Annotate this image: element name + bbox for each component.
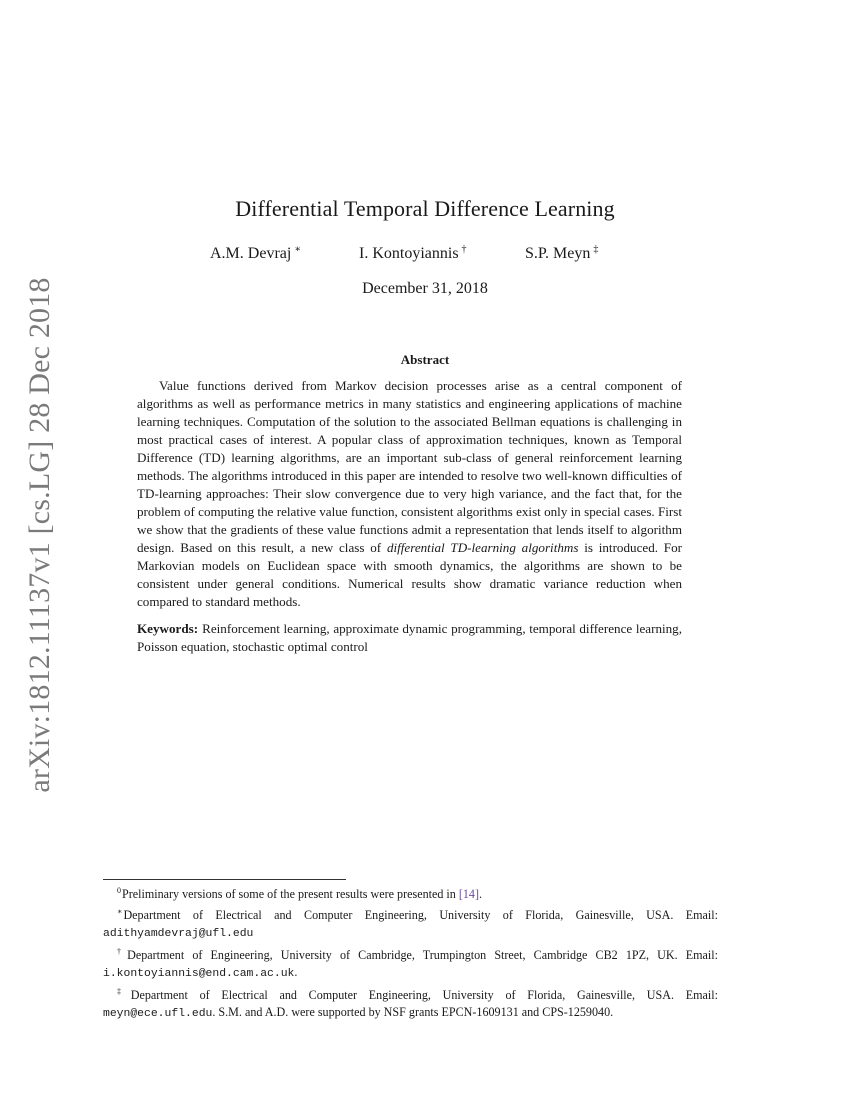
footnote-end: . [479, 887, 483, 901]
paper-title: Differential Temporal Difference Learning [235, 196, 615, 221]
keywords-label: Keywords: [137, 621, 199, 636]
keywords-paragraph [137, 620, 682, 656]
author-kontoyiannis [359, 244, 467, 263]
citation-link[interactable]: [14] [458, 887, 480, 901]
author-name: S.P. Meyn [525, 245, 591, 262]
footnote-rule [103, 879, 346, 880]
email-kontoyiannis: i.kontoyiannis@end.cam.ac.uk [103, 968, 295, 980]
footnote-preliminary [103, 882, 718, 903]
abstract-text-part: is introduced. For Markovian models on Euclidean space with smooth dynamics, the algorithms are shown to be consistent under general conditions. Numerical results show dramatic variance reduction when compared to standard methods. [137, 540, 682, 609]
footnote-end: . [294, 965, 298, 979]
email-meyn: meyn@ece.ufl.edu [103, 1008, 213, 1020]
author-footnote-mark: † [461, 244, 467, 255]
author-footnote-mark: ∗ [294, 244, 302, 255]
footnote-kontoyiannis [103, 943, 718, 983]
author-meyn [525, 244, 598, 263]
footnote-mark: † [117, 947, 127, 956]
author-name: I. Kontoyiannis [359, 245, 459, 262]
footnote-devraj [103, 903, 718, 943]
abstract-text-part: Value functions derived from Markov decision processes arise as a central component of algorithms as well as performance metrics in many statistics and engineering applications of machine learning techniques. Computation of the solution to the associated Bellman equations is challenging in most practical cases of interest. A popular class of approximation techniques, known as Temporal Difference (TD) learning algorithms, are an important sub-class of general reinforcement learning methods. The algorithms introduced in this paper are intended to resolve two well-known difficulties of TD-learning approaches: Their slow convergence due to very high variance, and the fact that, for the problem of computing the relative value function, consistent algorithms exist only in special cases. First we show that the gradients of these value functions admit a representation that lends itself to algorithm design. Based on this result, a new class of [137, 378, 682, 555]
abstract-heading: Abstract [400, 352, 450, 367]
footnotes [103, 882, 718, 1023]
footnote-mark: ‡ [117, 987, 130, 996]
footnote-end: . S.M. and A.D. were supported by NSF grants EPCN-1609131 and CPS-1259040. [212, 1005, 614, 1019]
footnote-text: Department of Electrical and Computer Engineering, University of Florida, Gainesville, USA. Email: [123, 908, 718, 922]
abstract-text [137, 377, 682, 611]
author-footnote-mark: ‡ [593, 244, 599, 255]
author-devraj [210, 244, 301, 263]
footnote-text: Preliminary versions of some of the present results were presented in [122, 887, 459, 901]
arxiv-side-stamp: arXiv:1812.11137v1 [cs.LG] 28 Dec 2018 [23, 277, 56, 793]
footnote-text: Department of Engineering, University of Cambridge, Trumpington Street, Cambridge CB2 1PZ, UK. Email: [127, 948, 718, 962]
abstract-emphasis: differential TD-learning algorithms [386, 540, 579, 555]
paper-date: December 31, 2018 [362, 280, 488, 297]
email-devraj: adithyamdevraj@ufl.edu [103, 928, 254, 940]
footnote-mark: ∗ [117, 907, 123, 916]
footnote-text: Department of Electrical and Computer Engineering, University of Florida, Gainesville, USA. Email: [130, 988, 719, 1002]
footnote-mark: 0 [117, 886, 121, 895]
keywords-text: Reinforcement learning, approximate dynamic programming, temporal difference learning, Poisson equation, stochastic optimal control [137, 621, 682, 654]
footnote-meyn [103, 983, 718, 1023]
author-name: A.M. Devraj [210, 245, 292, 262]
